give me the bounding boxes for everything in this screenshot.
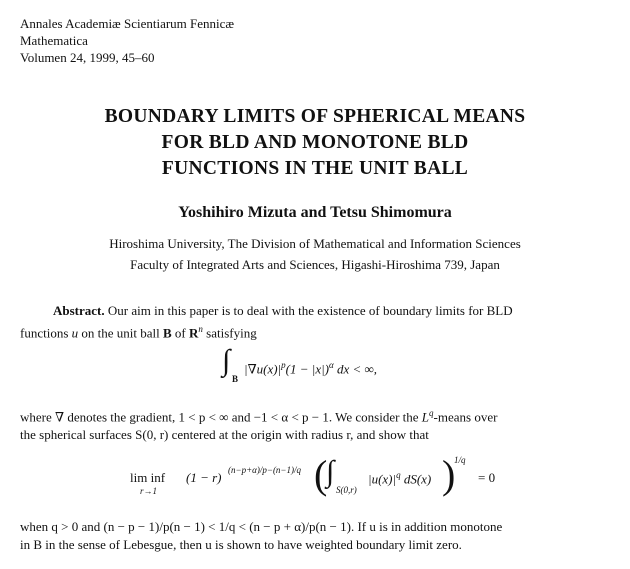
abstract-text: when q > 0 and (n − p − 1)/p(n − 1) < 1/q < (n − p + α)/p(n − 1). If u is in addition monotone xyxy=(20,519,503,534)
abstract-paragraph-3 xyxy=(20,518,612,554)
abstract-text: in B in the sense of Lebesgue, then u is shown to have weighted boundary limit zero. xyxy=(20,537,462,552)
paper-title xyxy=(0,104,630,182)
title-line-2: FOR BLD AND MONOTONE BLD xyxy=(161,132,469,153)
math-L: L xyxy=(421,409,430,425)
integral-subscript: B xyxy=(232,374,239,384)
affiliation-line-2: Faculty of Integrated Arts and Sciences, Higashi-Hiroshima 739, Japan xyxy=(130,257,500,272)
eq-base: (1 − r) xyxy=(186,470,222,485)
integral-sign: ∫ xyxy=(222,344,231,377)
equation-1-body xyxy=(244,360,377,377)
abstract-text: on the unit ball xyxy=(81,325,160,341)
integral-sign: ∫ xyxy=(326,455,335,488)
eq-term: dS(x) xyxy=(400,471,432,487)
eq-exp: p xyxy=(281,360,286,370)
affiliation-line-1: Hiroshima University, The Division of Mathematical and Information Sciences xyxy=(109,236,521,251)
title-line-3: FUNCTIONS IN THE UNIT BALL xyxy=(161,158,469,179)
math-q: q xyxy=(429,408,434,418)
left-paren: ( xyxy=(314,452,328,497)
journal-volume: Volumen 24, 1999, 45–60 xyxy=(20,50,155,65)
lim-inf: lim inf xyxy=(130,470,166,485)
abstract-text: -means over xyxy=(433,409,498,425)
abstract-paragraph-2 xyxy=(20,404,612,444)
eq-rhs: = 0 xyxy=(478,470,496,485)
abstract-paragraph-1 xyxy=(20,302,612,342)
abstract-text: the spherical surfaces S(0, r) centered at the origin with radius r, and show that xyxy=(20,427,429,443)
eq-exp: α xyxy=(329,360,334,370)
eq-exponent: (n−p+α)/p−(n−1)/q xyxy=(228,465,302,475)
math-R: R xyxy=(189,325,199,341)
eq-term: dx < ∞, xyxy=(333,361,378,377)
journal-name: Annales Academiæ Scientiarum Fennicæ xyxy=(20,16,235,31)
eq-term: |∇u(x)| xyxy=(244,361,282,377)
eq-term: |u(x)| xyxy=(368,471,397,487)
abstract-text: functions xyxy=(20,325,69,341)
math-n: n xyxy=(198,324,203,334)
authors: Yoshihiro Mizuta and Tetsu Shimomura xyxy=(178,204,452,221)
lim-subscript: r→1 xyxy=(140,486,158,496)
eq-term: (1 − |x|) xyxy=(285,361,330,377)
math-u: u xyxy=(71,325,79,341)
eq-exp: q xyxy=(396,470,401,480)
outer-exponent: 1/q xyxy=(454,455,466,465)
abstract-text: satisfying xyxy=(206,325,257,341)
abstract-text-1a: Our aim in this paper is to deal with the existence of boundary limits for BLD xyxy=(107,303,513,318)
journal-header xyxy=(20,15,234,66)
abstract-text: where ∇ denotes the gradient, 1 < p < ∞ and −1 < α < p − 1. We consider the xyxy=(20,409,419,425)
title-line-1: BOUNDARY LIMITS OF SPHERICAL MEANS xyxy=(104,106,526,127)
math-B: B xyxy=(163,325,172,341)
abstract-text: of xyxy=(174,325,186,341)
abstract-label: Abstract. xyxy=(53,303,105,318)
right-paren: ) xyxy=(442,452,456,497)
eq-integrand xyxy=(368,470,431,487)
journal-section: Mathematica xyxy=(20,33,88,48)
integral-subscript: S(0,r) xyxy=(336,485,357,495)
